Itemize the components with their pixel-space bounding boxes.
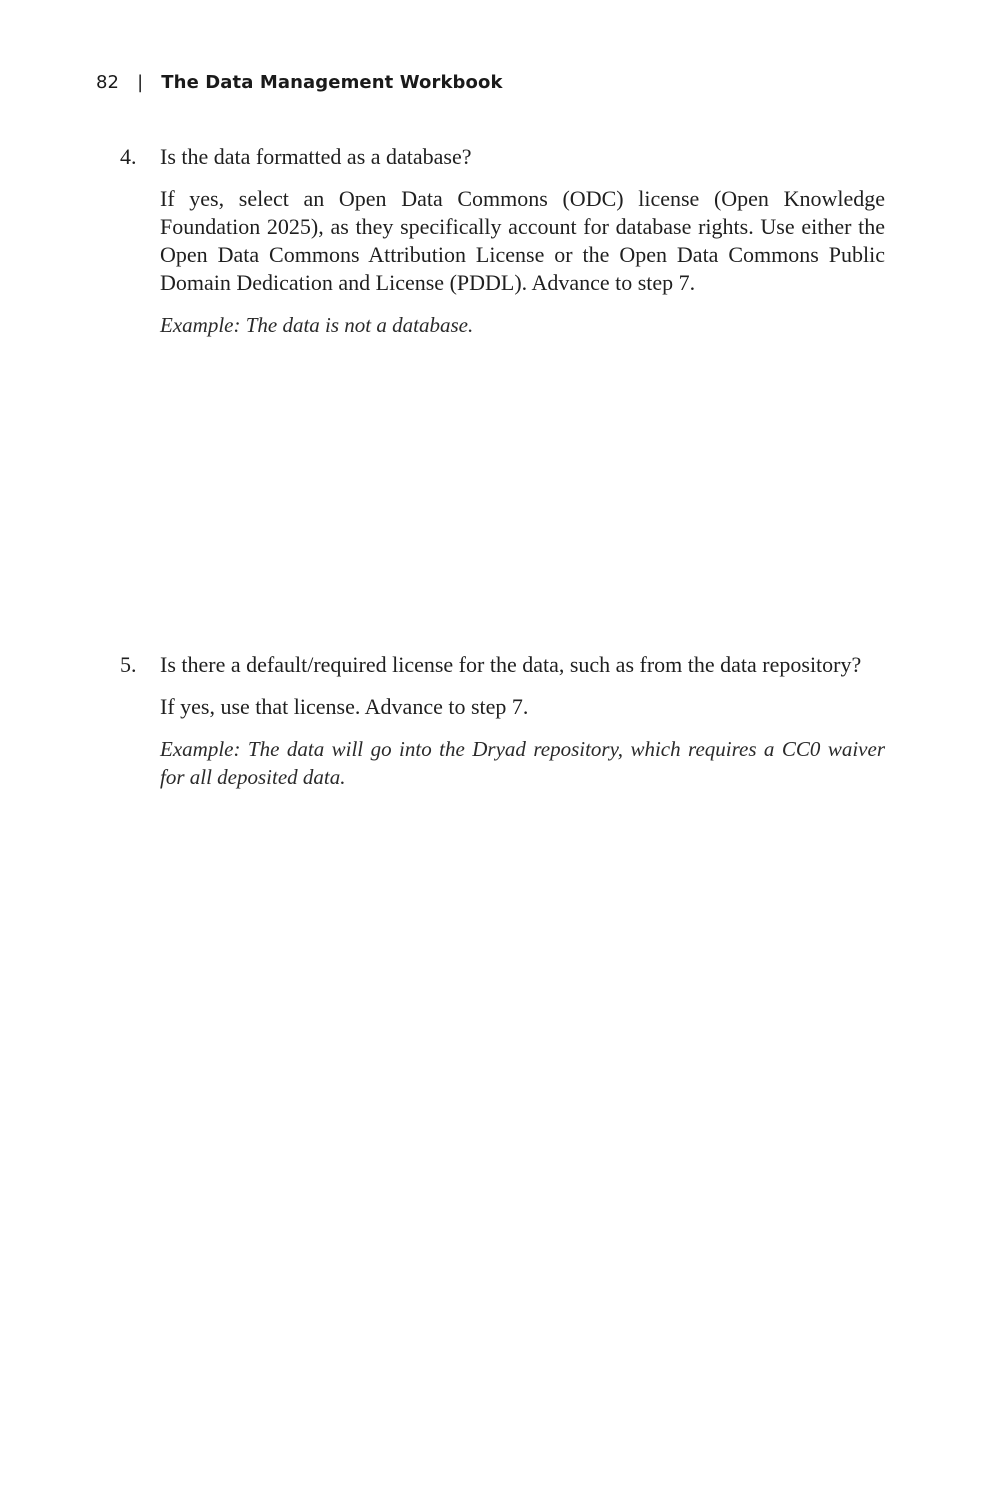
running-head [96, 72, 503, 93]
list-item [120, 651, 885, 791]
page-number: 82 [96, 72, 120, 93]
item-number: 4. [120, 144, 137, 169]
item-question: Is there a default/required license for the data, such as from the data repository? [160, 652, 862, 677]
item-example: Example: The data will go into the Dryad repository, which requires a CC0 waiver for all deposited data. [160, 737, 885, 789]
header-separator: | [137, 72, 144, 93]
item-example: Example: The data is not a database. [160, 313, 474, 337]
item-body [160, 651, 885, 791]
list-item [120, 143, 885, 339]
item-number: 5. [120, 652, 137, 677]
item-body [160, 143, 885, 339]
book-title: The Data Management Workbook [161, 72, 503, 93]
item-answer: If yes, use that license. Advance to step 7. [160, 694, 529, 719]
item-question: Is the data formatted as a database? [160, 144, 472, 169]
item-answer: If yes, select an Open Data Commons (ODC) license (Open Knowledge Foundation 2025), as they specifically account for database rights. Use either the Open Data Commons Attribution License or the Open Data Commons Public Domain Dedication and License (PDDL). Advance to step 7. [160, 186, 885, 295]
